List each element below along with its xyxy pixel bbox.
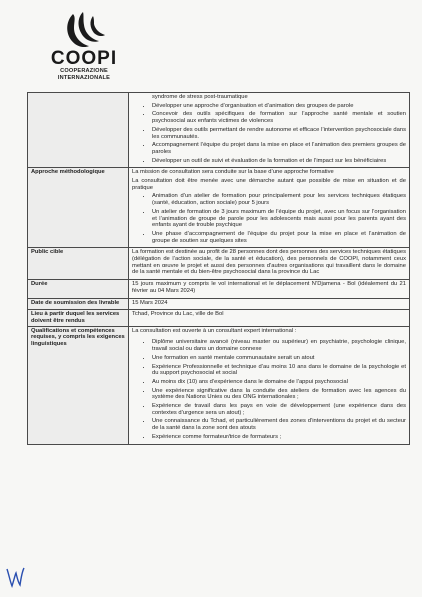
list-item: • Développer des outils permettant de rendre autonome et efficace l’intervention psychosociale dans les communautés. [152, 127, 406, 140]
list-item: syndrome de stress post-traumatique [152, 94, 248, 100]
list-item: • Développer un outil de suivi et évaluation de la formation et de l’impact sur les bénéficiaires [152, 158, 406, 165]
row-content [129, 168, 410, 248]
list-item: • Développer une approche d’organisation et d’animation des groupes de parole [152, 103, 406, 110]
row-label: Date de soumission des livrable [28, 298, 129, 310]
list-item: • Un atelier de formation de 3 jours maximum de l’équipe du projet, avec un focus sur l’organisation et l’animation de groupe de parole pour les adolescents mais aussi pour les parents ayant des enfants ayant de trouble psychique [152, 209, 406, 229]
list-item: • Accompagnement l’équipe du projet dans la mise en place et l’animation des premiers groupes de paroles [152, 142, 406, 155]
terms-table [27, 92, 410, 445]
row-label: Approche méthodologique [28, 168, 129, 248]
list-item: • Expérience comme formateur/trice de formateurs ; [152, 434, 406, 441]
row-duree [28, 280, 410, 298]
row-objectives [28, 93, 410, 168]
row-label: Durée [28, 280, 129, 298]
list-item: • Une phase d’accompagnement de l’équipe du projet pour la mise en place et l’animation de groupe de soutien sur quelques sites [152, 231, 406, 244]
paragraph: Tchad, Province du Lac, ville de Bol [132, 311, 224, 318]
row-label: Qualifications et compétences requises, y compris les exigences linguistiques [28, 326, 129, 444]
paragraph: 15 jours maximum y compris le vol international et le déplacement N’Djamena - Bol (idéalement du 21 février au 04 Mars 2024) [132, 281, 406, 294]
list-item: • Animation d’un atelier de formation pour principalement pour les services techniques étatiques (santé, éducation, action sociale) pour 5 jours [152, 193, 406, 206]
list-item: • Une expérience significative dans la conduite des ateliers de formation avec les agences du système des Nations Unies ou des ONG internationales ; [152, 388, 406, 401]
list-item: • Concevoir des outils spécifiques de formation sur l’approche santé mentale et soutien psychosocial aux enfants victimes de violences [152, 111, 406, 124]
coopi-logo [38, 10, 130, 81]
paragraph: La consultation est ouverte à un consultant expert international : [132, 327, 297, 334]
row-content [129, 93, 410, 168]
row-label-empty [28, 93, 129, 168]
list-item: • Une formation en santé mentale communautaire serait un atout [152, 355, 406, 362]
list-item: • Au moins dix (10) ans d’expérience dans le domaine de l’appui psychosocial [152, 379, 406, 386]
logo-brand: COOPI [50, 48, 118, 69]
list-item: • Expérience de travail dans les pays en voie de développement (une expérience dans des contextes d’urgence sera un atout) ; [152, 403, 406, 416]
list-item: • Diplôme universitaire avancé (niveau master ou supérieur) en psychiatrie, psychologie clinique, travail social ou dans un domaine connexe [152, 339, 406, 352]
row-content [129, 248, 410, 280]
row-date [28, 298, 410, 310]
paragraph: La formation est destinée au profit de 28 personnes dont des personnes des services techniques étatiques (délégation de l’action sociale, de la santé et éducation), des personnels de COOPI, notamment ceux mettant en œuvre le projet et aussi des personnes d’autres organisations qui travaillent dans le domaine de la santé mentale et du bien-être psychosocial dans la province du Lac [132, 249, 406, 276]
row-content [129, 280, 410, 298]
row-qualifications [28, 326, 410, 444]
paragraph: 15 Mars 2024 [132, 299, 168, 306]
row-content [129, 326, 410, 444]
row-lieu [28, 310, 410, 326]
row-public [28, 248, 410, 280]
row-content [129, 310, 410, 326]
coopi-swirl-icon [59, 10, 109, 52]
list-item: • Une connaissance du Tchad, et particulièrement des zones d’interventions du projet et du secteur de la santé dans la zone sont des atouts [152, 418, 406, 431]
handwritten-initial-mark [4, 565, 26, 589]
logo-subtitle-2: INTERNAZIONALE [57, 74, 111, 81]
row-content [129, 298, 410, 310]
list-item: • Expérience Professionnelle et technique d’au moins 10 ans dans le domaine de la psychologie et du support psychosocial et social [152, 364, 406, 377]
logo-subtitle-1: COOPERAZIONE [60, 68, 108, 74]
row-label: Public cible [28, 248, 129, 280]
paragraph: La consultation doit être menée avec une démarche autant que possible de mise en situation et de pratique [132, 178, 406, 191]
paragraph: La mission de consultation sera conduite sur la base d’une approche formative [132, 169, 334, 176]
row-label: Lieu à partir duquel les services doivent être rendus [28, 310, 129, 326]
row-approche [28, 168, 410, 248]
